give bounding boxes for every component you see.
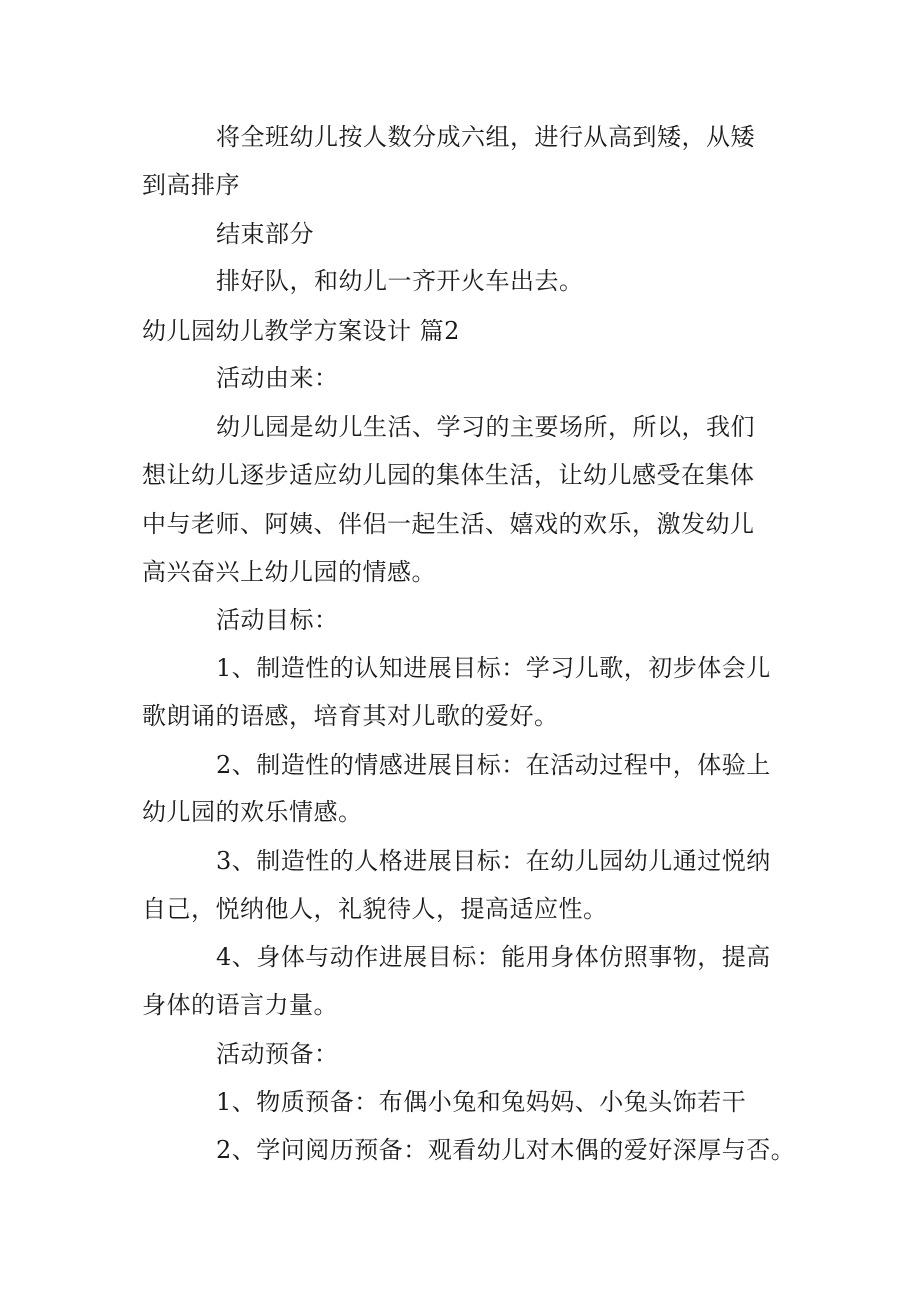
section-heading: 结束部分 bbox=[216, 220, 314, 248]
paragraph-line: 排好队，和幼儿一齐开火车出去。 bbox=[216, 267, 584, 295]
paragraph-line: 想让幼儿逐步适应幼儿园的集体生活，让幼儿感受在集体 bbox=[142, 461, 755, 489]
paragraph-line: 幼儿园的欢乐情感。 bbox=[142, 798, 363, 826]
paragraph-line: 幼儿园是幼儿生活、学习的主要场所，所以，我们 bbox=[216, 413, 755, 441]
list-item: 1、制造性的认知进展目标：学习儿歌，初步体会儿 bbox=[216, 654, 771, 682]
paragraph-line: 到高排序 bbox=[142, 171, 240, 199]
list-item: 3、制造性的人格进展目标：在幼儿园幼儿通过悦纳 bbox=[216, 847, 771, 875]
section-heading: 活动由来： bbox=[216, 364, 339, 392]
list-item: 2、学问阅历预备：观看幼儿对木偶的爱好深厚与否。 bbox=[216, 1136, 796, 1164]
paragraph-line: 自己，悦纳他人，礼貌待人，提高适应性。 bbox=[142, 895, 608, 923]
paragraph-line: 身体的语言力量。 bbox=[142, 991, 338, 1019]
paragraph-line: 歌朗诵的语感，培育其对儿歌的爱好。 bbox=[142, 702, 559, 730]
list-item: 4、身体与动作进展目标：能用身体仿照事物，提高 bbox=[216, 943, 771, 971]
paragraph-line: 高兴奋兴上幼儿园的情感。 bbox=[142, 558, 436, 586]
document-title: 幼儿园幼儿教学方案设计 篇2 bbox=[142, 317, 460, 345]
paragraph-line: 中与老师、阿姨、伴侣一起生活、嬉戏的欢乐，激发幼儿 bbox=[142, 510, 755, 538]
list-item: 2、制造性的情感进展目标：在活动过程中，体验上 bbox=[216, 751, 771, 779]
section-heading: 活动预备： bbox=[216, 1040, 339, 1068]
list-item: 1、物质预备：布偶小兔和兔妈妈、小兔头饰若干 bbox=[216, 1088, 747, 1116]
paragraph-line: 将全班幼儿按人数分成六组，进行从高到矮，从矮 bbox=[216, 123, 755, 151]
section-heading: 活动目标： bbox=[216, 606, 339, 634]
